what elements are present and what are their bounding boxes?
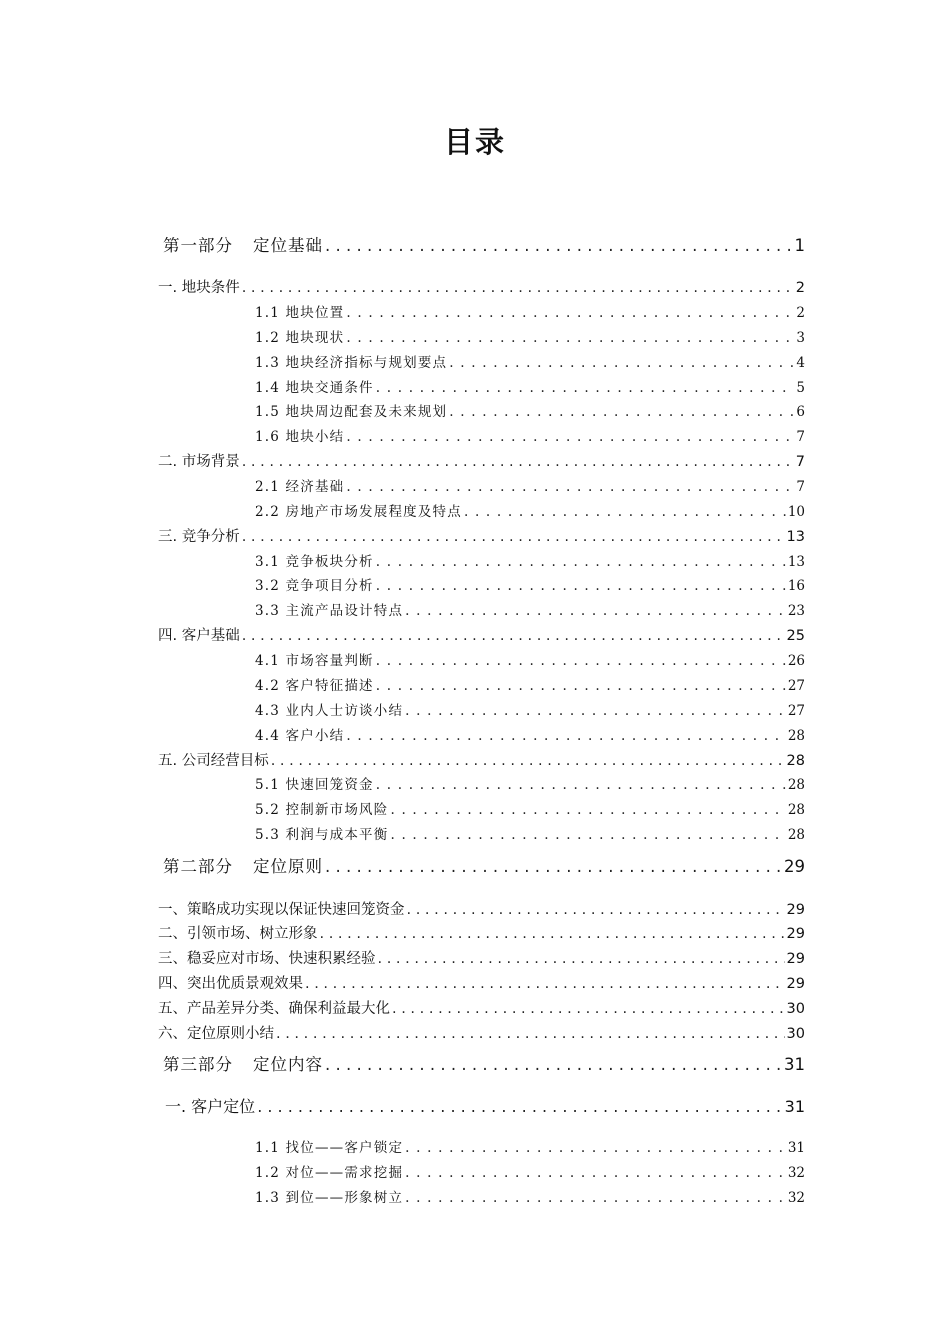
toc-section-entry[interactable] [158, 1022, 805, 1043]
dot-leader [276, 1026, 785, 1042]
toc-subsection-entry[interactable] [255, 599, 805, 619]
toc-subsection-entry[interactable] [255, 351, 805, 371]
toc-subsection-label: 1.2 对位——需求挖掘 [255, 1165, 404, 1181]
page-number: 6 [796, 404, 805, 420]
dot-leader [346, 479, 794, 495]
dot-leader [464, 504, 786, 520]
toc-subsection-entry[interactable] [255, 1161, 805, 1181]
toc-section-entry[interactable] [158, 972, 805, 993]
page-number: 1 [794, 236, 805, 255]
page-number: 2 [795, 280, 805, 296]
toc-subsection-label: 1.2 地块现状 [255, 330, 345, 346]
toc-section-entry[interactable] [158, 450, 805, 471]
page-number: 31 [787, 1140, 805, 1156]
toc-subsection-entry[interactable] [255, 376, 805, 396]
page-number: 29 [784, 857, 805, 876]
toc-subsection-label: 5.3 利润与成本平衡 [255, 827, 389, 843]
page-number: 3 [796, 330, 805, 346]
toc-subsection-label: 5.1 快速回笼资金 [255, 777, 374, 793]
toc-section-label: 三、稳妥应对市场、快速积累经验 [158, 951, 376, 967]
toc-part-label: 第一部分 定位基础 [163, 236, 323, 255]
toc-section-label: 六、定位原则小结 [158, 1026, 274, 1042]
toc-subsection-label: 1.3 到位——形象树立 [255, 1190, 404, 1206]
dot-leader [405, 1140, 786, 1156]
page-number: 32 [787, 1190, 805, 1206]
page-number: 2 [796, 305, 805, 321]
page-number: 30 [786, 1026, 805, 1042]
dot-leader [346, 728, 785, 744]
toc-section-entry[interactable] [158, 922, 805, 943]
page-number: 7 [795, 454, 805, 470]
toc-subsection-entry[interactable] [255, 425, 805, 445]
toc-subsection-entry[interactable] [255, 400, 805, 420]
dot-leader [346, 330, 794, 346]
dot-leader [271, 753, 785, 769]
dot-leader [242, 280, 794, 296]
dot-leader [305, 976, 785, 992]
dot-leader [405, 603, 786, 619]
toc-subsection-label: 1.1 找位——客户锁定 [255, 1140, 404, 1156]
page-number: 31 [784, 1097, 805, 1116]
toc-subsection-entry[interactable] [255, 1136, 805, 1156]
page-number: 5 [796, 380, 805, 396]
toc-subsection-entry[interactable] [255, 475, 805, 495]
page-number: 4 [796, 355, 805, 371]
dot-leader [325, 236, 793, 255]
page-number: 29 [786, 976, 805, 992]
toc-part-label: 第三部分 定位内容 [163, 1055, 323, 1074]
toc-subsection-label: 1.6 地块小结 [255, 429, 345, 445]
page-number: 25 [786, 628, 805, 644]
toc-subsection-label: 1.1 地块位置 [255, 305, 345, 321]
page-number: 26 [787, 653, 805, 669]
toc-section-label: 二、引领市场、树立形象 [158, 926, 318, 942]
toc-subsection-entry[interactable] [255, 574, 805, 594]
page-number: 31 [784, 1055, 805, 1074]
page-number: 28 [787, 802, 805, 818]
dot-leader [405, 703, 786, 719]
toc-subsection-entry[interactable] [255, 649, 805, 669]
page-number: 29 [786, 902, 805, 918]
toc-section-entry[interactable] [158, 898, 805, 919]
toc-section-label: 五、产品差异分类、确保利益最大化 [158, 1001, 390, 1017]
toc-part-label: 第二部分 定位原则 [163, 857, 323, 876]
dot-leader [390, 827, 785, 843]
page-number: 16 [787, 578, 805, 594]
dot-leader [376, 653, 786, 669]
dot-leader [449, 355, 794, 371]
dot-leader [376, 777, 786, 793]
dot-leader [405, 1165, 786, 1181]
toc-section-label: 四、突出优质景观效果 [158, 976, 303, 992]
page-number: 13 [786, 529, 805, 545]
toc-subsection-entry[interactable] [255, 724, 805, 744]
toc-subsection-label: 4.2 客户特征描述 [255, 678, 374, 694]
dot-leader [376, 578, 786, 594]
page-number: 23 [787, 603, 805, 619]
toc-section-label: 二. 市场背景 [158, 454, 240, 470]
dot-leader [242, 628, 785, 644]
dot-leader [376, 678, 786, 694]
toc-section-entry[interactable] [165, 1094, 805, 1117]
page-number: 27 [787, 703, 805, 719]
page-number: 13 [787, 554, 805, 570]
dot-leader [242, 454, 794, 470]
toc-subsection-entry[interactable] [255, 1186, 805, 1206]
page-number: 27 [787, 678, 805, 694]
dot-leader [242, 529, 785, 545]
toc-subsection-label: 3.1 竞争板块分析 [255, 554, 374, 570]
toc-part-entry[interactable] [163, 1051, 805, 1075]
toc-section-label: 五. 公司经营目标 [158, 753, 269, 769]
page-number: 28 [787, 827, 805, 843]
toc-subsection-label: 2.1 经济基础 [255, 479, 345, 495]
toc-subsection-entry[interactable] [255, 500, 805, 520]
toc-section-label: 一、策略成功实现以保证快速回笼资金 [158, 902, 405, 918]
toc-section-label: 三. 竞争分析 [158, 529, 240, 545]
toc-part-entry[interactable] [163, 853, 805, 877]
toc-section-entry[interactable] [158, 947, 805, 968]
toc-subsection-label: 4.4 客户小结 [255, 728, 345, 744]
dot-leader [376, 554, 786, 570]
page-title: 目录 [443, 125, 506, 159]
toc-subsection-entry[interactable] [255, 773, 805, 793]
page-number: 29 [786, 951, 805, 967]
toc-subsection-label: 4.3 业内人士访谈小结 [255, 703, 404, 719]
dot-leader [320, 926, 785, 942]
toc-section-label: 四. 客户基础 [158, 628, 240, 644]
toc-subsection-entry[interactable] [255, 699, 805, 719]
toc-section-entry[interactable] [158, 997, 805, 1018]
toc-subsection-entry[interactable] [255, 301, 805, 321]
toc-subsection-entry[interactable] [255, 326, 805, 346]
dot-leader [392, 1001, 785, 1017]
toc-subsection-label: 3.2 竞争项目分析 [255, 578, 374, 594]
dot-leader [376, 380, 795, 396]
toc-subsection-entry[interactable] [255, 798, 805, 818]
page-number: 32 [787, 1165, 805, 1181]
dot-leader [378, 951, 785, 967]
dot-leader [405, 1190, 786, 1206]
page-number: 28 [787, 728, 805, 744]
page-number: 30 [786, 1001, 805, 1017]
toc-section-label: 一. 地块条件 [158, 280, 240, 296]
toc-subsection-label: 2.2 房地产市场发展程度及特点 [255, 504, 462, 520]
toc-subsection-label: 5.2 控制新市场风险 [255, 802, 389, 818]
toc-section-entry[interactable] [158, 749, 805, 770]
toc-subsection-entry[interactable] [255, 823, 805, 843]
toc-section-label: 一. 客户定位 [165, 1097, 256, 1116]
toc-section-entry[interactable] [158, 276, 805, 297]
dot-leader [257, 1097, 782, 1116]
toc-section-entry[interactable] [158, 525, 805, 546]
toc-subsection-entry[interactable] [255, 550, 805, 570]
page-number: 28 [786, 753, 805, 769]
dot-leader [325, 1055, 782, 1074]
toc-subsection-label: 1.4 地块交通条件 [255, 380, 374, 396]
dot-leader [407, 902, 785, 918]
page-number: 7 [796, 479, 805, 495]
toc-subsection-label: 1.3 地块经济指标与规划要点 [255, 355, 448, 371]
dot-leader [346, 305, 794, 321]
page-number: 10 [787, 504, 805, 520]
toc-subsection-label: 1.5 地块周边配套及未来规划 [255, 404, 448, 420]
dot-leader [325, 857, 782, 876]
dot-leader [346, 429, 794, 445]
toc-part-entry[interactable] [163, 232, 805, 256]
page-number: 7 [796, 429, 805, 445]
page-number: 29 [786, 926, 805, 942]
dot-leader [390, 802, 785, 818]
toc-subsection-entry[interactable] [255, 674, 805, 694]
toc-section-entry[interactable] [158, 624, 805, 645]
toc-subsection-label: 3.3 主流产品设计特点 [255, 603, 404, 619]
toc-subsection-label: 4.1 市场容量判断 [255, 653, 374, 669]
page-number: 28 [787, 777, 805, 793]
dot-leader [449, 404, 794, 420]
